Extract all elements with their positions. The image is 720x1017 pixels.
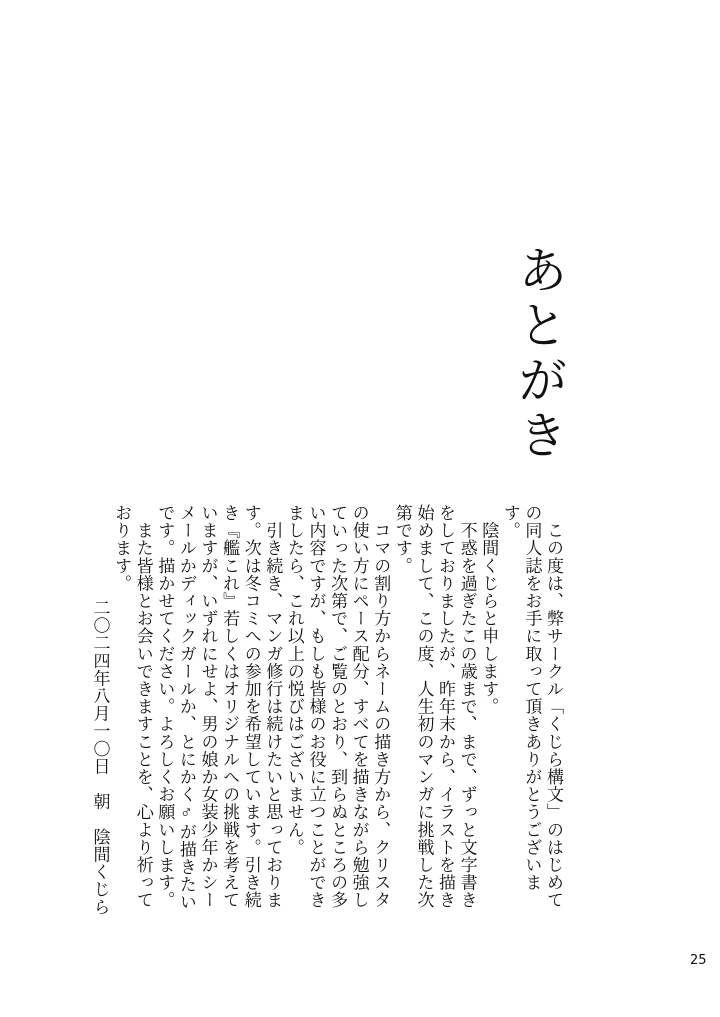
- text-column: ていった次第で、ご覧のとおり、到らぬところの多: [328, 504, 348, 909]
- text-column: おります。: [112, 504, 132, 592]
- page-title: あとがき: [511, 244, 567, 464]
- body-columns: [111, 504, 564, 918]
- signature-column: 二〇二四年八月一〇日 朝 陰間くじら: [90, 599, 110, 916]
- text-column: 不惑を過ぎたこの歳まで、まで、ずっと文字書き: [457, 504, 477, 909]
- text-column: 陰間くじらと申します。: [479, 504, 499, 716]
- text-column: いますが、いずれにせよ、男の娘か女装少年かシー: [198, 504, 218, 909]
- text-column: をしておりましたが、昨年末から、イラストを描き: [436, 504, 456, 909]
- text-column: の使い方にペース配分、すべてを描きながら勉強し: [349, 504, 369, 909]
- text-column: き『艦これ』若しくはオリジナルへの挑戦を考えて: [220, 504, 240, 909]
- text-column: 第です。: [392, 504, 412, 575]
- text-column: また皆様とお会いできますことを、心より祈って: [133, 504, 153, 909]
- text-column: コマの割り方からネームの描き方から、クリスタ: [371, 504, 391, 909]
- text-column: 始めまして、この度、人生初のマンガに挑戦した次: [414, 504, 434, 909]
- text-column: この度は、弊サークル「くじら構文」のはじめて: [544, 504, 563, 909]
- text-column: です。描かせてください。よろしくお願いします。: [155, 504, 175, 909]
- text-column: ましたら、これ以上の悦びはございません。: [284, 504, 304, 856]
- text-column: の同人誌をお手に取って頂きありがとうございま: [522, 504, 542, 892]
- text-column: 引き続き、マンガ修行は続けたいと思っておりま: [263, 504, 283, 909]
- text-column: い内容ですが、もしも皆様のお役に立つことができ: [306, 504, 326, 909]
- text-column: メールかディックガールか、とにかく♂が描きたい: [176, 504, 196, 911]
- page-number: 25: [690, 953, 707, 968]
- text-column: す。: [500, 504, 520, 540]
- text-column: す。次は冬コミへの参加を希望しています。引き続: [241, 504, 261, 909]
- afterword-body: [89, 504, 564, 918]
